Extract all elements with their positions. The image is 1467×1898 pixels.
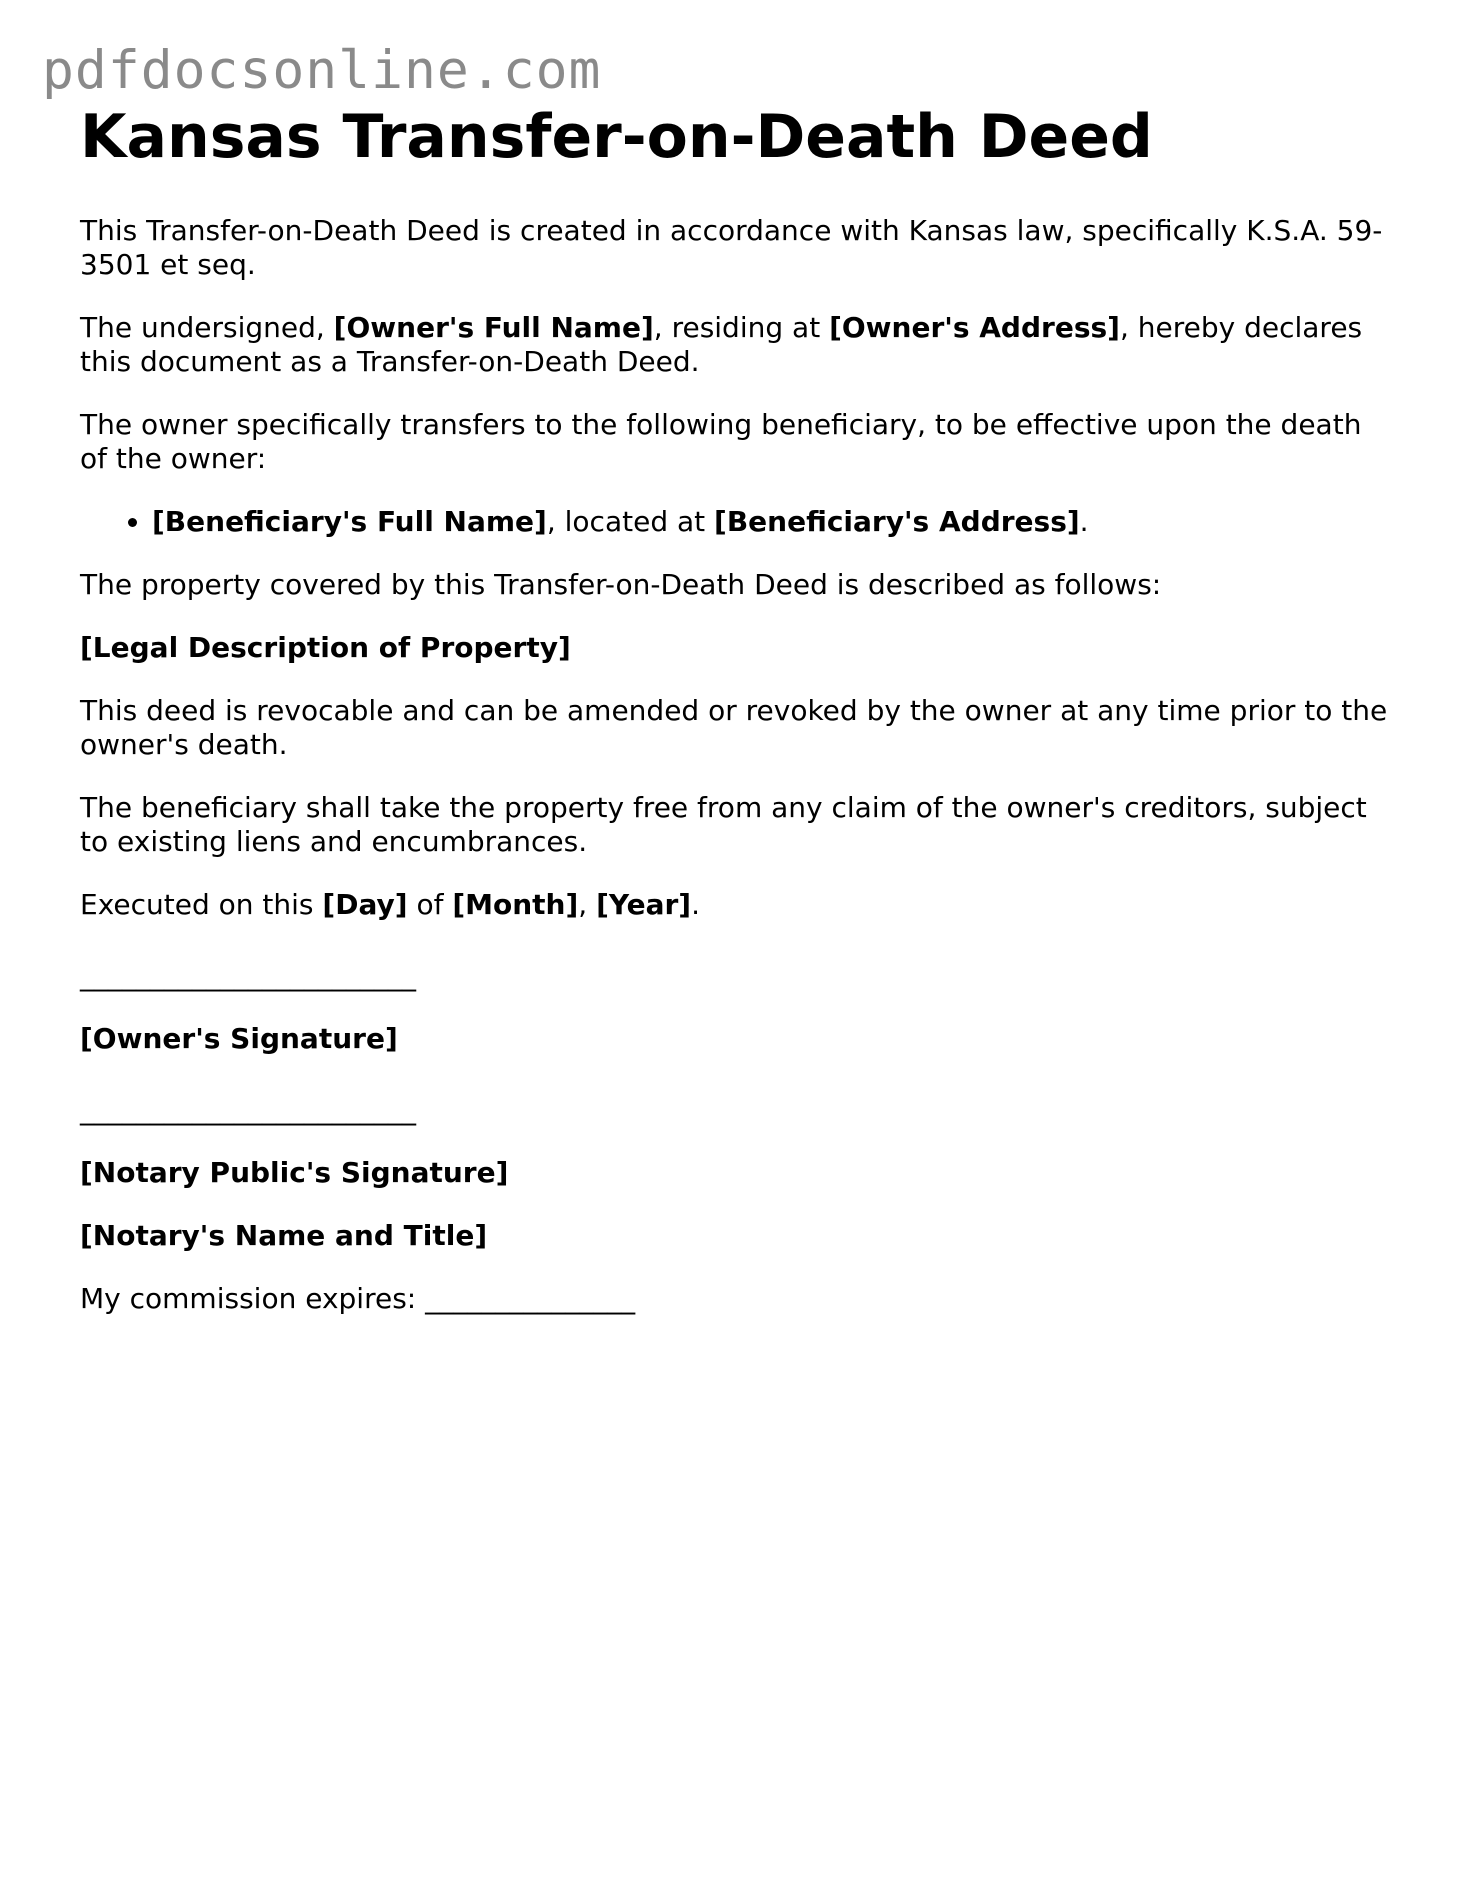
notary-signature-label <box>80 1156 1390 1190</box>
beneficiary-suffix: . <box>1079 505 1089 538</box>
declaration-middle: , residing at <box>653 311 830 344</box>
creditors-paragraph: The beneficiary shall take the property free from any claim of the owner's creditors, subject to existing liens and encumbrances. <box>80 791 1367 858</box>
revocable-paragraph: This deed is revocable and can be amended or revoked by the owner at any time prior to the owner's death. <box>80 694 1388 761</box>
owner-signature-label <box>80 1022 1390 1056</box>
document-page <box>80 104 1390 1345</box>
declaration-prefix: The undersigned, <box>80 311 334 344</box>
transfer-statement: The owner specifically transfers to the following beneficiary, to be effective upon the death of the owner: <box>80 408 1362 475</box>
notary-signature-text: [Notary Public's Signature] <box>80 1156 509 1189</box>
notary-name-title-text: [Notary's Name and Title] <box>80 1219 488 1252</box>
owner-signature-line: ________________________ <box>80 959 416 992</box>
notary-name-title <box>80 1219 1390 1253</box>
beneficiary-item <box>152 505 1390 539</box>
execution-line <box>80 888 1390 922</box>
owner-name-placeholder: [Owner's Full Name] <box>333 311 654 344</box>
day-placeholder: [Day] <box>322 888 408 921</box>
legal-description-placeholder <box>80 631 1390 665</box>
beneficiary-list <box>80 505 1390 539</box>
commission-blank: _______________ <box>425 1282 636 1315</box>
watermark: pdfdocsonline.com <box>42 40 602 101</box>
execution-prefix: Executed on this <box>80 888 323 921</box>
month-placeholder: [Month] <box>452 888 579 921</box>
beneficiary-middle: , located at <box>546 505 715 538</box>
legal-description-text: [Legal Description of Property] <box>80 631 571 664</box>
year-placeholder: [Year] <box>596 888 692 921</box>
beneficiary-address-placeholder: [Beneficiary's Address] <box>714 505 1080 538</box>
declaration-suffix: , hereby declares this document as a Transfer-on-Death Deed. <box>80 311 1363 378</box>
declaration-paragraph <box>80 311 1390 379</box>
document-title: Kansas Transfer-on-Death Deed <box>80 102 1153 172</box>
commission-expires <box>80 1282 1390 1316</box>
owner-address-placeholder: [Owner's Address] <box>829 311 1120 344</box>
property-intro: The property covered by this Transfer-on-Death Deed is described as follows: <box>80 568 1162 601</box>
execution-suffix: . <box>691 888 701 921</box>
intro-paragraph: This Transfer-on-Death Deed is created in accordance with Kansas law, specifically K.S.A. 59-3501 et seq. <box>80 214 1383 281</box>
beneficiary-name-placeholder: [Beneficiary's Full Name] <box>152 505 547 538</box>
commission-label: My commission expires: <box>80 1282 426 1315</box>
execution-comma: , <box>578 888 597 921</box>
execution-of: of <box>407 888 453 921</box>
notary-signature-line: ________________________ <box>80 1093 416 1126</box>
owner-signature-text: [Owner's Signature] <box>80 1022 398 1055</box>
